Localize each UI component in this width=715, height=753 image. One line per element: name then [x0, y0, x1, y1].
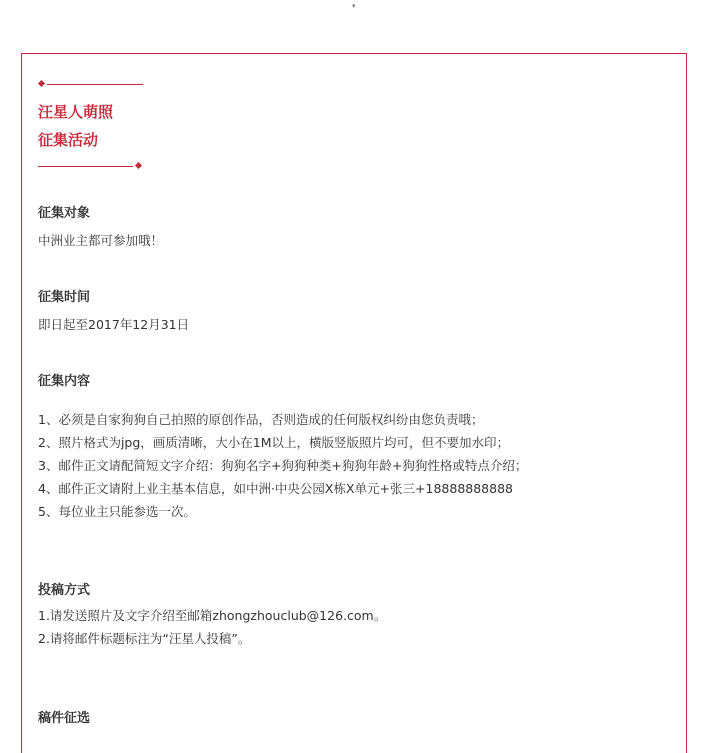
submit-method-list — [38, 607, 386, 653]
list-item: 1.请发送照片及文字介绍至邮箱zhongzhouclub@126.com。 — [38, 608, 387, 623]
page-title-line1: 汪星人萌照 — [38, 103, 114, 121]
section-heading-target: 征集对象 — [38, 206, 91, 221]
list-item: 5、每位业主只能参选一次。 — [38, 504, 196, 519]
diamond-icon — [135, 162, 142, 169]
title-bottom-divider — [38, 162, 148, 172]
section-heading-time: 征集时间 — [38, 290, 91, 305]
list-item: 2.请将邮件标题标注为“汪星人投稿”。 — [38, 631, 251, 646]
section-text-time: 即日起至2017年12月31日 — [38, 317, 190, 332]
title-top-divider — [38, 80, 148, 90]
page-title-line2: 征集活动 — [38, 131, 99, 149]
section-text-target: 中洲业主都可参加哦！ — [38, 233, 164, 248]
list-item: 3、邮件正文请配简短文字介绍：狗狗名字+狗狗种类+狗狗年龄+狗狗性格或特点介绍； — [38, 458, 528, 473]
caret-down-icon: ▾ — [352, 2, 356, 10]
content-rules-list — [38, 411, 527, 526]
section-heading-selection: 稿件征选 — [38, 711, 91, 726]
section-heading-submit: 投稿方式 — [38, 583, 91, 598]
list-item: 4、邮件正文请附上业主基本信息，如中洲·中央公园X栋X单元+张三+18888888888 — [38, 481, 513, 496]
article-card — [21, 53, 687, 753]
section-heading-content: 征集内容 — [38, 374, 91, 389]
list-item: 1、必须是自家狗狗自己拍照的原创作品，否则造成的任何版权纠纷由您负责哦； — [38, 412, 484, 427]
list-item: 2、照片格式为jpg，画质清晰，大小在1M以上，横版竖版照片均可，但不要加水印； — [38, 435, 510, 450]
diamond-icon — [38, 80, 45, 87]
